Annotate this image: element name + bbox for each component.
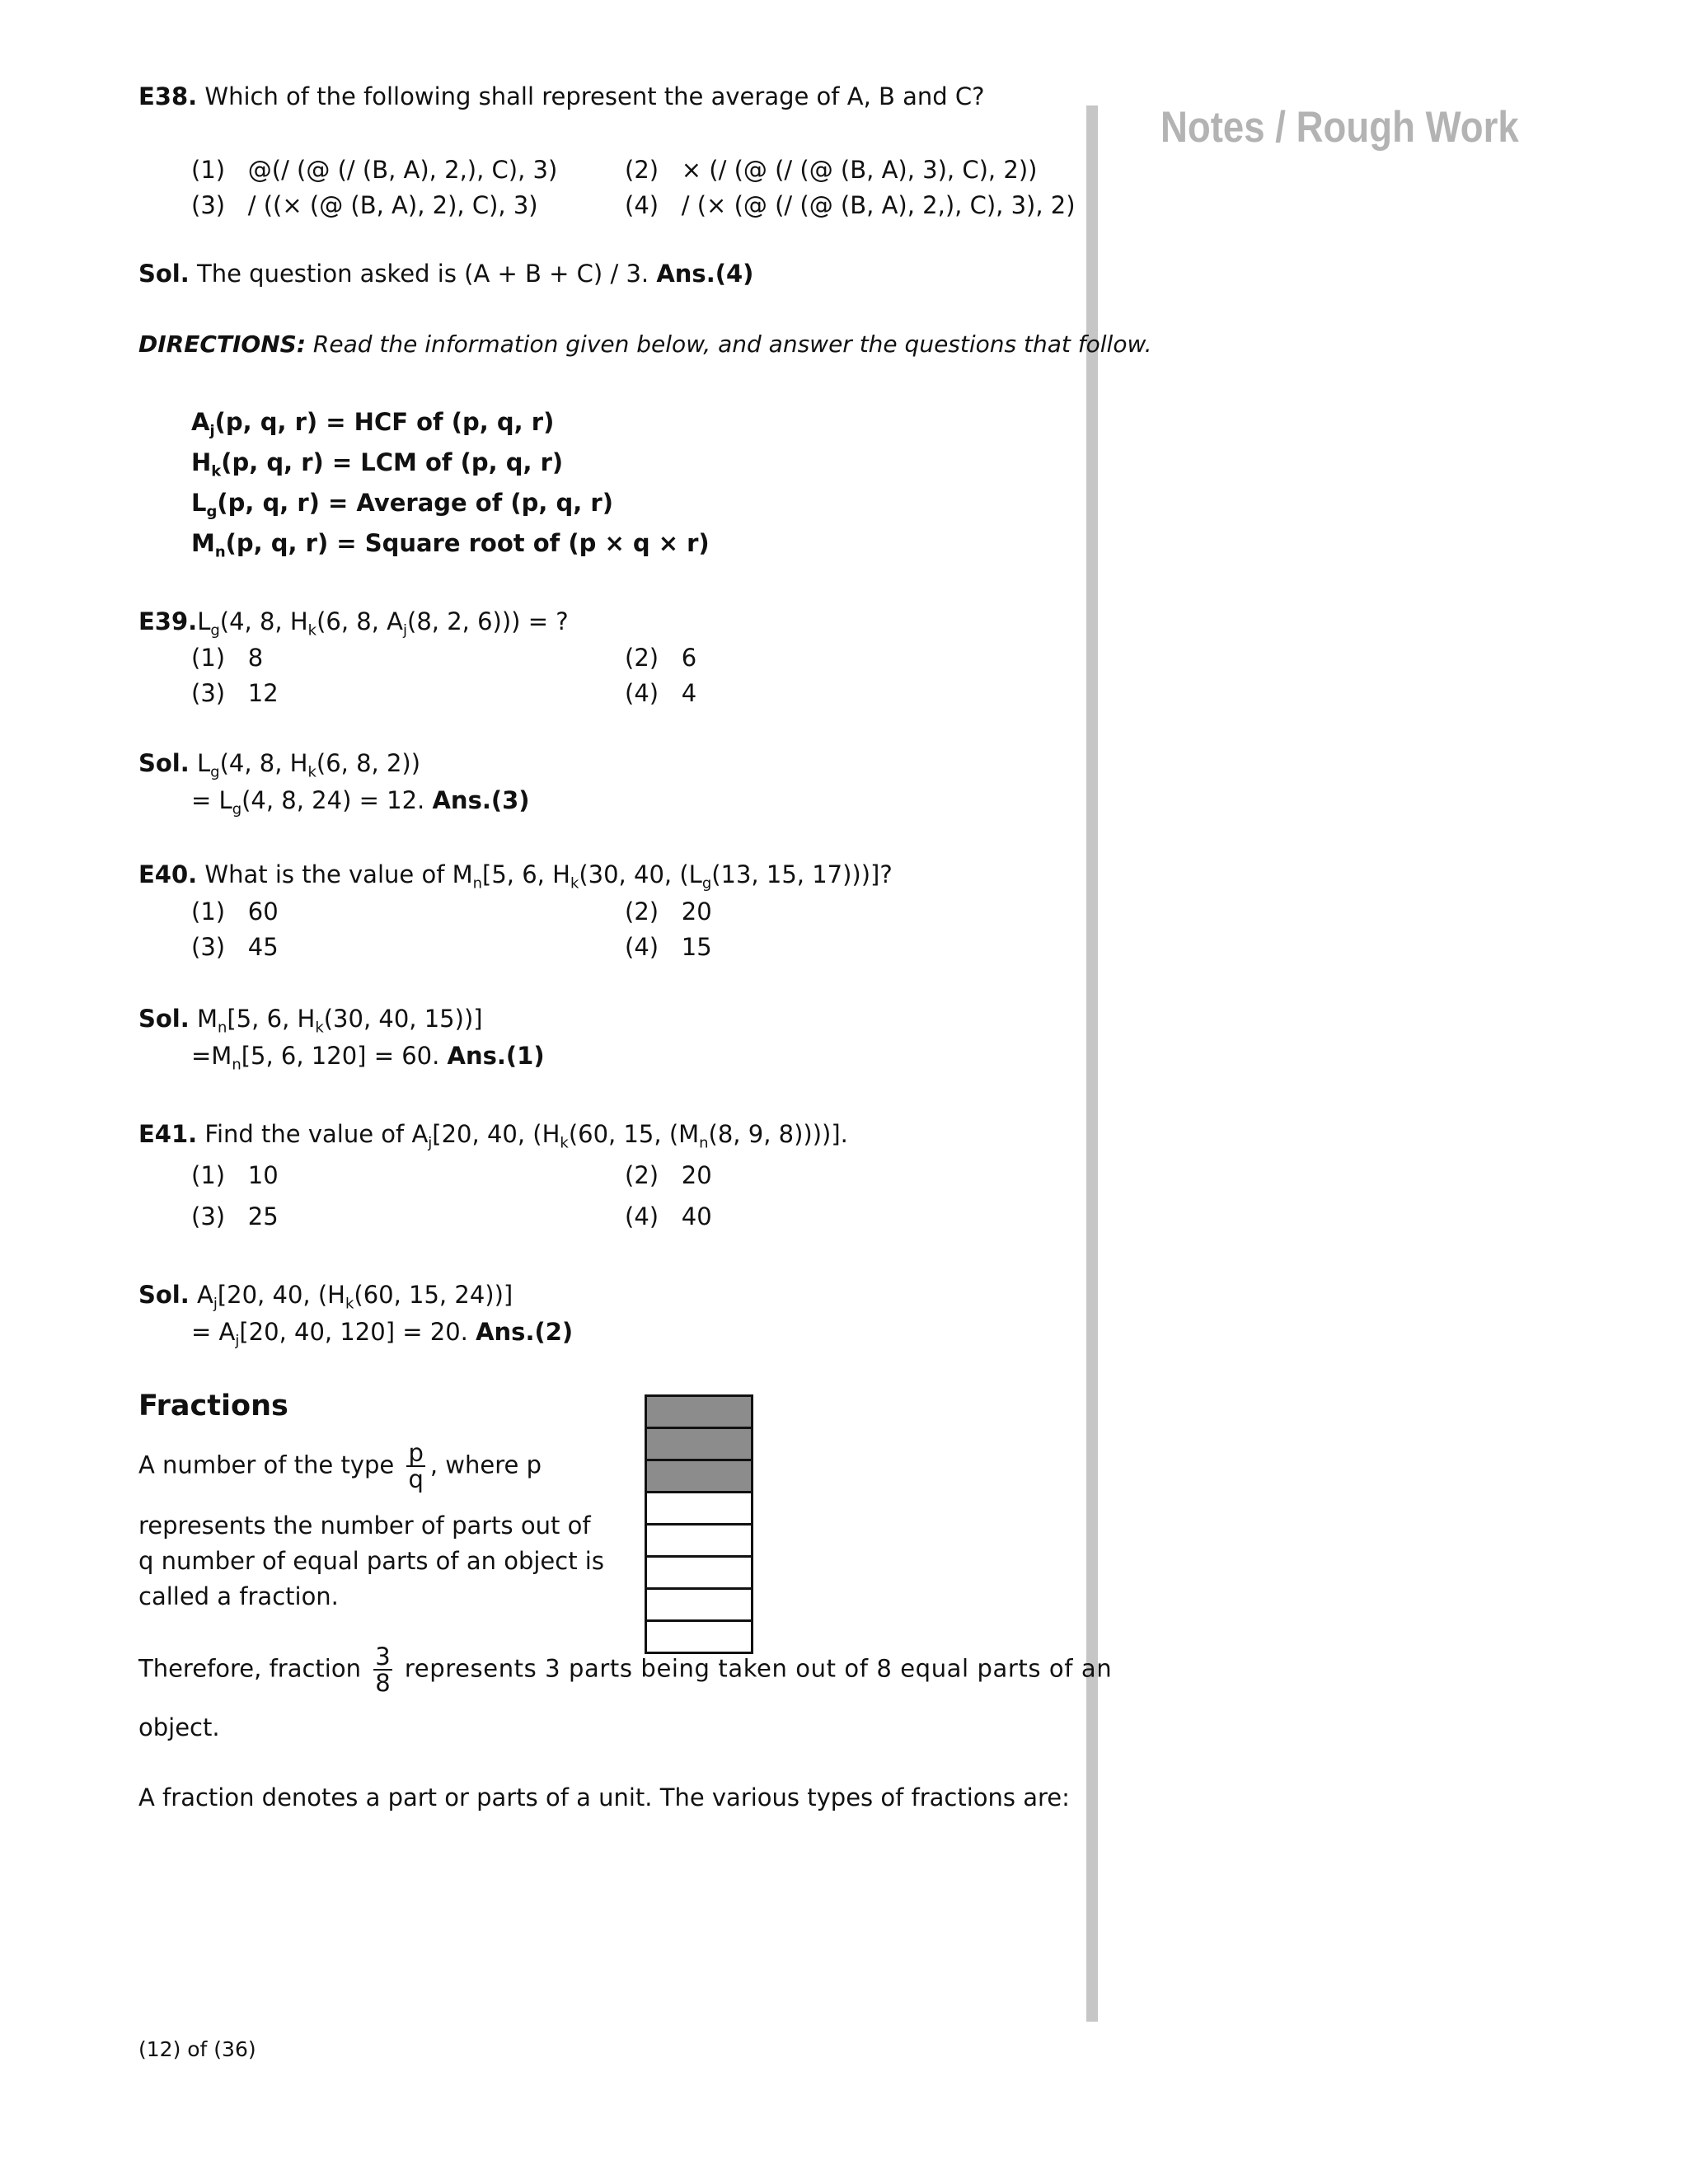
unshaded-part: [645, 1523, 753, 1558]
e39-option-2: (2) 6: [625, 644, 697, 672]
page-number: (12) of (36): [138, 2037, 256, 2061]
fraction-example: Therefore, fraction $\frac{3}{8}$ represents 3 parts being taken out of 8 equal parts of an: [138, 1643, 1113, 1698]
e41-solution-line2: = $A_j[20$, 40, 120] = 20. Ans.(2): [191, 1318, 574, 1350]
unshaded-part: [645, 1555, 753, 1590]
fraction-bar-diagram: [645, 1397, 753, 1654]
fraction-definition: represents the number of parts out of q number of equal parts of an object is called a fraction.: [138, 1511, 604, 1610]
e40-option-4: (4) 15: [625, 933, 712, 961]
e38-question-text: Which of the following shall represent the average of A, B and C?: [204, 82, 985, 110]
e38-solution: Sol. The question asked is (A + B + C) / 3. Ans.(4): [138, 260, 754, 288]
definitions-block: [191, 402, 710, 564]
e38-question: [138, 79, 985, 115]
fraction-3-over-8: $\frac{3}{8}$: [375, 1643, 391, 1698]
fraction-intro: A number of the type $\frac{p}{q}$ , where p: [138, 1439, 542, 1494]
e41-option-1: (1) 10: [191, 1161, 279, 1189]
fraction-types-intro: A fraction denotes a part or parts of a unit. The various types of fractions are:: [138, 1783, 1070, 1811]
notes-title: Notes / Rough Work: [1160, 103, 1519, 152]
shaded-part: [645, 1427, 753, 1461]
e39-solution-line1: Sol. $L_g(4$, 8, $H_k(6$, 8, 2)): [138, 749, 421, 781]
e39-question: $E39.L_g(4$, 8, $H_k(6$, 8, $A_j(8$, 2, 6))) = ?: [138, 607, 569, 640]
e40-solution-line1: Sol. $M_n[5$, 6, $H_k(30$, 40, 15))]: [138, 1005, 483, 1037]
e41-option-4: (4) 40: [625, 1202, 712, 1230]
definition-lcm: $H_k(p$, q, r) = LCM of (p, q, r): [191, 448, 564, 480]
e38-option-4: (4) / (× (@ (/ (@ (B, A), 2,), C), 3), 2): [625, 191, 1076, 219]
e39-option-4: (4) 4: [625, 679, 697, 707]
definition-square-root: $M_n(p$, q, r) = Square root of (p × q × r): [191, 529, 710, 561]
fraction-p-over-q: $\frac{p}{q}$: [408, 1439, 424, 1494]
fraction-example-cont: object.: [138, 1713, 220, 1741]
e41-option-3: (3) 25: [191, 1202, 279, 1230]
e41-question: E41. Find the value of $A_j[20$, 40, ($H_k(60$, 15, ($M_n(8$, 9, 8))))].: [138, 1120, 848, 1152]
e38-option-2: (2) × (/ (@ (/ (@ (B, A), 3), C), 2)): [625, 156, 1038, 184]
e38-number: E38.: [138, 82, 198, 110]
e38-option-1: (1) @(/ (@ (/ (B, A), 2,), C), 3): [191, 156, 558, 184]
e39-option-1: (1) 8: [191, 644, 264, 672]
unshaded-part: [645, 1491, 753, 1526]
e38-option-3: (3) / ((× (@ (B, A), 2), C), 3): [191, 191, 538, 219]
definition-hcf: $A_j(p$, q, r) = HCF of (p, q, r): [191, 408, 555, 440]
unshaded-part: [645, 1587, 753, 1622]
fractions-heading: Fractions: [138, 1390, 288, 1422]
e41-option-2: (2) 20: [625, 1161, 712, 1189]
e40-question: E40. What is the value of $M_n[5$, 6, $H_k(30$, 40, ($L_g(13$, 15, 17)))]?: [138, 860, 893, 893]
e40-option-2: (2) 20: [625, 898, 712, 926]
directions: DIRECTIONS: Read the information given below, and answer the questions that follow.: [138, 330, 1152, 358]
e41-solution-line1: Sol. $A_j[20$, 40, ($H_k(60$, 15, 24))]: [138, 1281, 513, 1313]
e39-solution-line2: = $L_g(4$, 8, 24) = 12. Ans.(3): [191, 786, 530, 818]
e40-solution-line2: $=M_n[5$, 6, 120] = 60. Ans.(1): [191, 1042, 545, 1074]
e39-option-3: (3) 12: [191, 679, 279, 707]
notes-divider: [1086, 105, 1098, 2022]
e40-option-3: (3) 45: [191, 933, 279, 961]
shaded-part: [645, 1459, 753, 1493]
shaded-part: [645, 1394, 753, 1429]
e40-option-1: (1) 60: [191, 898, 279, 926]
definition-average: $L_g(p$, q, r) = Average of (p, q, r): [191, 489, 613, 521]
